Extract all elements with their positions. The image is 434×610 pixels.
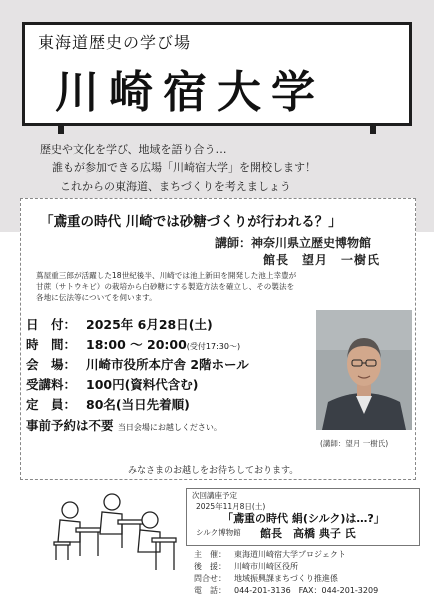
time-note: (受付17:30〜)	[186, 342, 241, 351]
venue-value: 川崎市役所本庁舎 2階ホール	[86, 357, 249, 372]
credit-phone	[194, 585, 378, 596]
credit-key: 主 催：	[194, 550, 226, 559]
date-key: 日 付：	[26, 317, 77, 332]
next-lecturer-name: 館長 高橋 典子 氏	[260, 527, 356, 540]
lecturer-photo	[316, 310, 412, 430]
credit-key: 電 話：	[194, 586, 226, 595]
credit-organizer	[194, 549, 346, 560]
lead-line-1: 歴史や文化を学び、地域を語り合う…	[40, 143, 227, 156]
credit-value: 044-201-3136 FAX：044-201-3209	[234, 586, 379, 595]
description-line-2: 甘蔗（サトウキビ）の栽培から白砂糖にする製造方法を確立し、その製法を	[36, 282, 295, 291]
info-date	[26, 315, 213, 333]
next-lecturer-org: シルク博物館	[196, 528, 241, 537]
fee-key: 受講料：	[26, 377, 77, 392]
credit-value: 地域振興課まちづくり推進係	[234, 574, 338, 583]
lecturer-portrait-icon	[316, 310, 412, 430]
credit-key: 後 援：	[194, 562, 226, 571]
credit-contact	[194, 573, 338, 584]
credit-key: 問合せ：	[194, 574, 226, 583]
lecture-title: 「鳶重の時代 川崎では砂糖づくりが行われる？」	[40, 214, 342, 230]
welcome-message: みなさまのお越しをお待ちしております。	[128, 466, 299, 476]
fee-value: 100円(資料代含む)	[86, 377, 199, 392]
next-lecture-title: 「鳶重の時代 絹(シルク)は…?」	[222, 512, 385, 525]
photo-caption: (講師：望月 一樹氏)	[320, 439, 389, 448]
students-illustration	[40, 480, 180, 580]
credit-value: 川崎市川崎区役所	[234, 562, 298, 571]
time-value: 18:00 〜 20:00	[86, 337, 187, 352]
board-stand-left	[58, 126, 64, 134]
credit-value: 東海道川崎宿大学プロジェクト	[234, 550, 346, 559]
info-capacity	[26, 395, 190, 413]
reservation-value: 事前予約は不要	[26, 418, 114, 433]
students-at-desks-icon	[40, 480, 180, 580]
info-reservation	[26, 416, 222, 434]
info-fee	[26, 375, 199, 393]
time-key: 時 間：	[26, 337, 77, 352]
next-lecture-heading: 次回講座予定	[192, 491, 237, 500]
description-line-1: 蔦屋重三郎が活躍した18世紀後半、川崎では池上新田を開発した池上幸豊が	[36, 271, 297, 280]
credit-supporter	[194, 561, 298, 572]
lecturer-affiliation: 講師：神奈川県立歴史博物館	[215, 236, 372, 250]
venue-key: 会 場：	[26, 357, 77, 372]
capacity-value: 80名(当日先着順)	[86, 397, 190, 412]
capacity-key: 定 員：	[26, 397, 77, 412]
lecturer-name: 館長 望月 一樹氏	[263, 253, 381, 267]
info-venue	[26, 355, 249, 373]
board-stand-right	[370, 126, 376, 134]
description-line-3: 各地に伝法等についてを伺います。	[36, 293, 157, 302]
lead-line-3: これからの東海道、まちづくりを考えましょう	[60, 180, 291, 193]
lead-line-2: 誰もが参加できる広場「川崎宿大学」を開校します！	[52, 161, 316, 174]
next-lecture-date: 2025年11月8日(土)	[196, 502, 266, 511]
page-title: 川崎宿大学	[55, 67, 325, 118]
series-label: 東海道歴史の学び場	[38, 33, 192, 52]
info-time	[26, 335, 240, 353]
date-value: 2025年 6月28日(土)	[86, 317, 213, 332]
reservation-note: 当日会場にお越しください。	[117, 423, 222, 432]
